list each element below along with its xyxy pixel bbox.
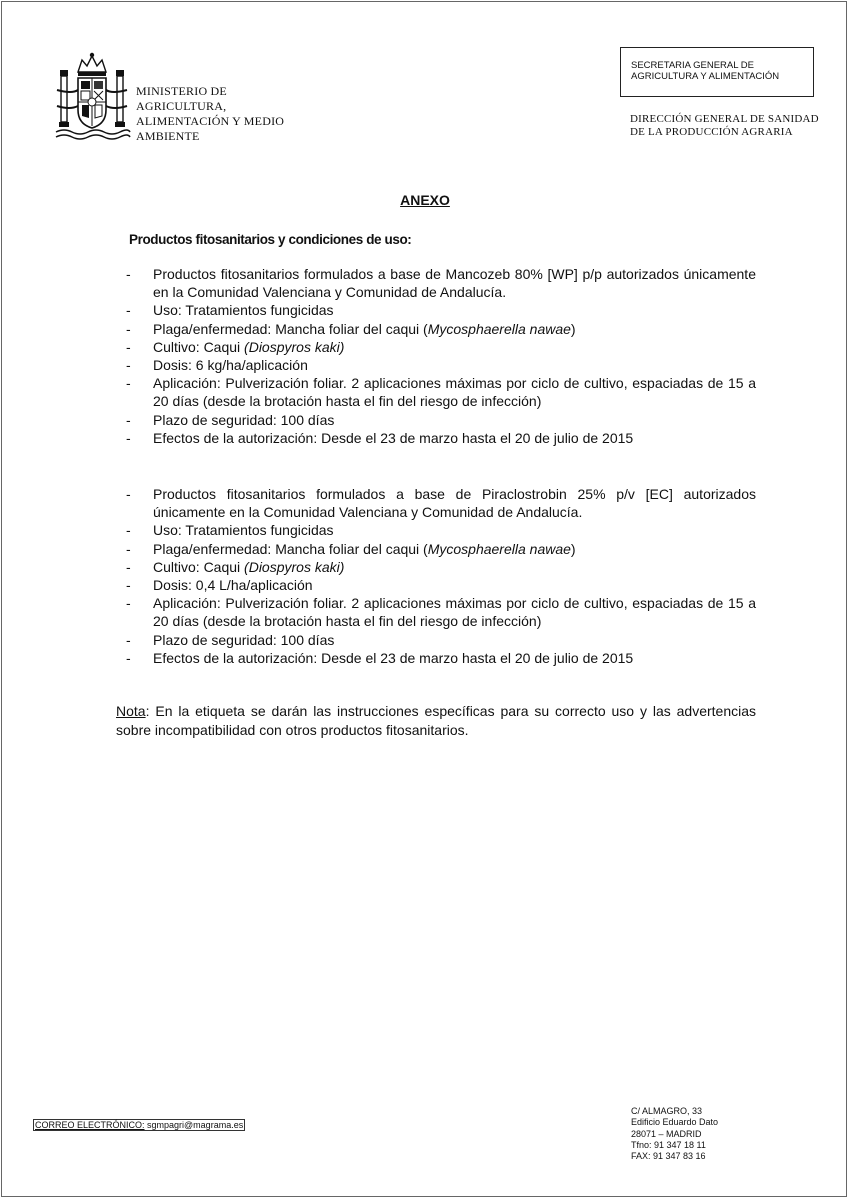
plazo-text: Plazo de seguridad: 100 días	[153, 411, 335, 428]
dash-bullet: -	[126, 558, 131, 575]
dash-bullet: -	[126, 429, 131, 446]
efectos-text: Efectos de la autorización: Desde el 23 de marzo hasta el 20 de julio de 2015	[153, 429, 634, 446]
cultivo-prefix: Cultivo: Caqui	[153, 558, 245, 575]
cultivo-prefix: Cultivo: Caqui	[153, 338, 245, 355]
list-item	[126, 631, 756, 649]
secretaria-box	[620, 47, 814, 97]
dash-bullet: -	[126, 338, 131, 355]
plaga-prefix: Plaga/enfermedad: Mancha foliar del caqui (	[153, 320, 428, 337]
list-item	[126, 649, 756, 667]
dash-bullet: -	[126, 320, 131, 337]
list-item	[126, 576, 756, 594]
ministry-line: ALIMENTACIÓN Y MEDIO	[136, 114, 285, 128]
list-item	[126, 320, 756, 338]
address-line: Edificio Eduardo Dato	[631, 1117, 719, 1128]
address-line: 28071 – MADRID	[631, 1128, 702, 1139]
product-intro: Productos fitosanitarios formulados a base de Mancozeb 80% [WP] p/p autorizados únicamente en la Comunidad Valenciana y Comunidad de Andalucía.	[153, 266, 756, 301]
cultivo-species: (Diospyros kaki)	[244, 338, 345, 355]
address-line: Tfno: 91 347 18 11	[631, 1139, 706, 1150]
list-item	[126, 594, 756, 630]
dash-bullet: -	[126, 631, 131, 648]
product-intro: Productos fitosanitarios formulados a base de Piraclostrobin 25% p/v [EC] autorizados únicamente en la Comunidad Valenciana y Comunidad de Andalucía.	[153, 486, 756, 521]
uso-text: Uso: Tratamientos fungicidas	[153, 522, 334, 539]
plazo-text: Plazo de seguridad: 100 días	[153, 631, 335, 648]
dash-bullet: -	[126, 486, 131, 502]
list-item	[126, 411, 756, 429]
plaga-prefix: Plaga/enfermedad: Mancha foliar del caqui (	[153, 540, 428, 557]
section-subtitle: Productos fitosanitarios y condiciones de uso:	[129, 232, 412, 247]
dash-bullet: -	[126, 522, 131, 539]
dash-bullet: -	[126, 540, 131, 557]
page-title: ANEXO	[400, 192, 450, 208]
note-text: : En la etiqueta se darán las instrucciones específicas para su correcto uso y las advertencias sobre incompatibilidad con otros productos fitosanitarios.	[116, 703, 756, 738]
direccion-line: DIRECCIÓN GENERAL DE SANIDAD	[630, 113, 819, 125]
list-item	[126, 521, 756, 539]
ministry-line: AMBIENTE	[136, 129, 200, 143]
secretaria-line: SECRETARIA GENERAL DE	[631, 60, 755, 71]
dash-bullet: -	[126, 357, 131, 374]
dash-bullet: -	[126, 411, 131, 428]
ministry-line: MINISTERIO DE	[136, 84, 227, 98]
address-line: C/ ALMAGRO, 33	[631, 1106, 703, 1116]
efectos-text: Efectos de la autorización: Desde el 23 de marzo hasta el 20 de julio de 2015	[153, 649, 634, 666]
address-line: FAX: 91 347 83 16	[631, 1151, 706, 1162]
list-item	[126, 429, 756, 447]
aplicacion-text: Aplicación: Pulverización foliar. 2 aplicaciones máximas por ciclo de cultivo, espaciadas de 15 a 20 días (desde la brotación hasta el fin del riesgo de infección)	[153, 375, 756, 410]
plaga-suffix: )	[570, 540, 576, 557]
email-label: CORREO ELECTRÓNICO:	[35, 1120, 145, 1130]
plaga-species: Mycosphaerella nawae	[427, 320, 571, 337]
dash-bullet: -	[126, 595, 131, 612]
list-item	[126, 540, 756, 558]
plaga-species: Mycosphaerella nawae	[427, 540, 571, 557]
list-item	[126, 265, 756, 301]
list-item	[126, 338, 756, 356]
secretaria-line: AGRICULTURA Y ALIMENTACIÓN	[631, 71, 780, 82]
list-item	[126, 301, 756, 319]
postal-address	[631, 1106, 718, 1162]
list-item	[126, 485, 756, 521]
dash-bullet: -	[126, 266, 131, 282]
email-box	[33, 1119, 245, 1131]
dash-bullet: -	[126, 577, 131, 594]
direccion-general	[630, 113, 819, 139]
email-address: sgmpagri@magrama.es	[147, 1120, 244, 1130]
plaga-suffix: )	[570, 320, 576, 337]
note-label: Nota	[116, 703, 146, 719]
aplicacion-text: Aplicación: Pulverización foliar. 2 aplicaciones máximas por ciclo de cultivo, espaciadas de 15 a 20 días (desde la brotación hasta el fin del riesgo de infección)	[153, 595, 756, 630]
dosis-text: Dosis: 6 kg/ha/aplicación	[153, 357, 308, 374]
product-block	[126, 485, 756, 667]
cultivo-species: (Diospyros kaki)	[244, 558, 345, 575]
ministry-line: AGRICULTURA,	[136, 99, 227, 113]
dash-bullet: -	[126, 649, 131, 666]
dash-bullet: -	[126, 375, 131, 392]
list-item	[126, 374, 756, 410]
list-item	[126, 356, 756, 374]
dash-bullet: -	[126, 302, 131, 319]
note-paragraph	[116, 702, 756, 740]
product-block	[126, 265, 756, 447]
dosis-text: Dosis: 0,4 L/ha/aplicación	[153, 577, 313, 594]
ministry-name	[136, 84, 284, 144]
direccion-line: DE LA PRODUCCIÓN AGRARIA	[630, 126, 793, 138]
list-item	[126, 558, 756, 576]
coat-of-arms-icon	[52, 50, 132, 142]
uso-text: Uso: Tratamientos fungicidas	[153, 302, 334, 319]
